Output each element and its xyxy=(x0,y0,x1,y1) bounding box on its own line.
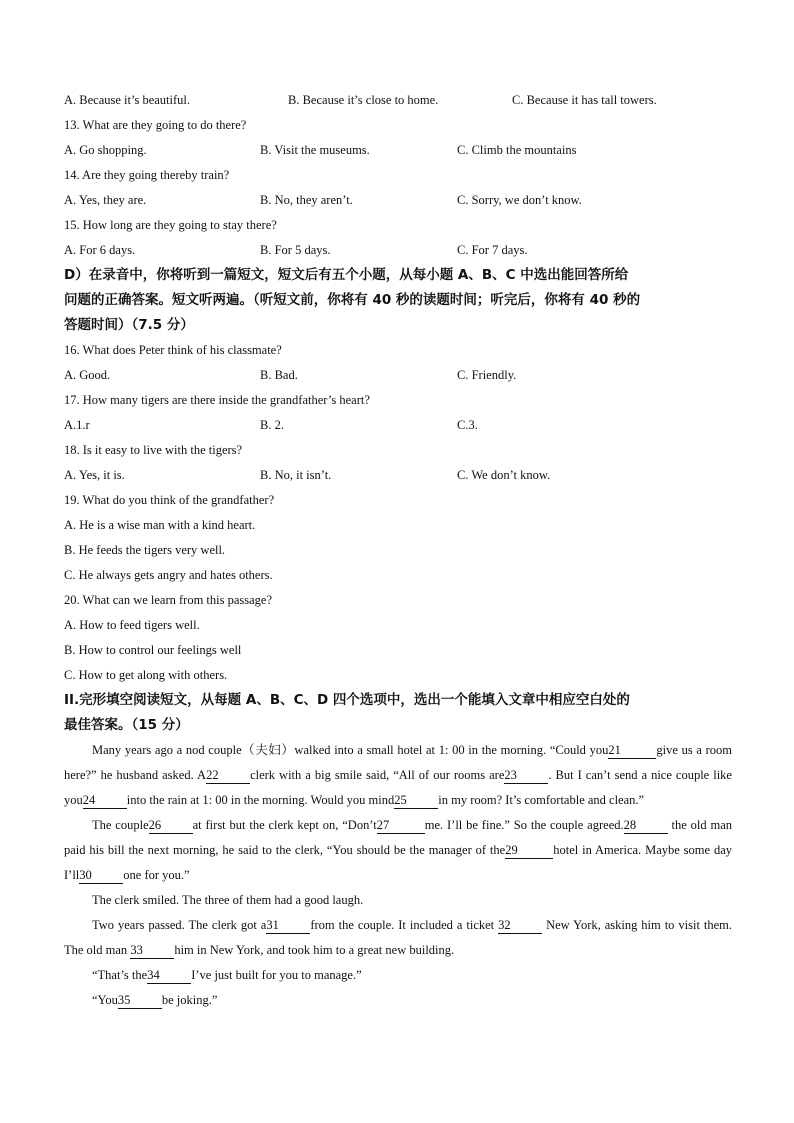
text: Two years passed. The clerk got a xyxy=(92,918,267,932)
q13-option-c: C. Climb the mountains xyxy=(457,143,577,157)
text: “That’s the xyxy=(92,968,148,982)
q14-option-a: A. Yes, they are. xyxy=(64,193,147,207)
exam-page xyxy=(64,88,732,1013)
cloze-paragraph-6 xyxy=(64,988,732,1013)
blank-24: 24 xyxy=(83,792,127,809)
q15-option-c: C. For 7 days. xyxy=(457,243,528,257)
blank-28: 28 xyxy=(624,817,668,834)
question-18: 18. Is it easy to live with the tigers? xyxy=(64,443,243,457)
text: at first but the clerk kept on, “Don’t xyxy=(192,818,377,832)
section-ii-heading-line-1: II.完形填空阅读短文，从每题 A、B、C、D 四个选项中，选出一个能填入文章中相应空白处的 xyxy=(64,692,630,708)
q12-option-b: B. Because it’s close to home. xyxy=(288,93,439,107)
q13-option-b: B. Visit the museums. xyxy=(260,143,370,157)
cloze-paragraph-3: The clerk smiled. The three of them had a good laugh. xyxy=(92,893,364,907)
q16-option-a: A. Good. xyxy=(64,368,111,382)
cloze-paragraph-1 xyxy=(64,738,732,813)
blank-23: 23 xyxy=(504,767,548,784)
section-d-heading-line-3: 答题时间）（7.5 分） xyxy=(64,317,194,333)
blank-31: 31 xyxy=(266,917,310,934)
q19-option-b: B. He feeds the tigers very well. xyxy=(64,543,226,557)
blank-25: 25 xyxy=(394,792,438,809)
text: Many years ago a nod couple（夫妇）walked into a small hotel at 1: 00 in the morning. “Could you xyxy=(92,743,609,757)
blank-32: 32 xyxy=(498,917,542,934)
q14-option-b: B. No, they aren’t. xyxy=(260,193,353,207)
q16-option-c: C. Friendly. xyxy=(457,368,517,382)
q16-option-b: B. Bad. xyxy=(260,368,298,382)
cloze-paragraph-5 xyxy=(64,963,732,988)
q13-options xyxy=(64,138,732,163)
blank-33: 33 xyxy=(130,942,174,959)
question-13: 13. What are they going to do there? xyxy=(64,118,247,132)
blank-35: 35 xyxy=(118,992,162,1009)
text: in my room? It’s comfortable and clean.” xyxy=(438,793,645,807)
q16-options xyxy=(64,363,732,388)
q14-option-c: C. Sorry, we don’t know. xyxy=(457,193,582,207)
text: clerk with a big smile said, “All of our rooms are xyxy=(250,768,505,782)
q19-option-c: C. He always gets angry and hates others. xyxy=(64,568,273,582)
question-20: 20. What can we learn from this passage? xyxy=(64,593,273,607)
q13-option-a: A. Go shopping. xyxy=(64,143,147,157)
question-19: 19. What do you think of the grandfather? xyxy=(64,493,275,507)
blank-29: 29 xyxy=(505,842,553,859)
q17-option-a: A.1.r xyxy=(64,418,90,432)
q19-option-a: A. He is a wise man with a kind heart. xyxy=(64,518,256,532)
text: . But I can’t send a nice couple like you xyxy=(64,768,732,807)
q20-option-a: A. How to feed tigers well. xyxy=(64,618,200,632)
blank-34: 34 xyxy=(147,967,191,984)
q18-option-b: B. No, it isn’t. xyxy=(260,468,332,482)
text: one for you.” xyxy=(123,868,190,882)
text: “You xyxy=(92,993,118,1007)
text: me. I’ll be fine.” So the couple agreed. xyxy=(424,818,624,832)
section-ii-heading-line-2: 最佳答案。（15 分） xyxy=(64,717,189,733)
blank-22: 22 xyxy=(206,767,250,784)
text: into the rain at 1: 00 in the morning. Would you mind xyxy=(126,793,395,807)
cloze-paragraph-2 xyxy=(64,813,732,888)
q12-option-a: A. Because it’s beautiful. xyxy=(64,93,191,107)
question-16: 16. What does Peter think of his classmate? xyxy=(64,343,282,357)
text: the old man paid his bill the next morning, he said to the clerk, “You should be the manager of the xyxy=(64,818,732,857)
text: him in New York, and took him to a great new building. xyxy=(174,943,455,957)
blank-30: 30 xyxy=(79,867,123,884)
text: hotel in America. Maybe some day I’ll xyxy=(64,843,733,882)
text: give us a room here?” he husband asked. A xyxy=(64,743,732,782)
blank-21: 21 xyxy=(608,742,656,759)
question-15: 15. How long are they going to stay there? xyxy=(64,218,277,232)
text: be joking.” xyxy=(161,993,218,1007)
q15-option-a: A. For 6 days. xyxy=(64,243,136,257)
text: New York, asking him to visit them. The old man xyxy=(64,918,732,957)
text: from the couple. It included a ticket xyxy=(310,918,499,932)
q20-option-c: C. How to get along with others. xyxy=(64,668,228,682)
q12-options xyxy=(64,88,732,113)
q17-options xyxy=(64,413,732,438)
q14-options xyxy=(64,188,732,213)
blank-26: 26 xyxy=(149,817,193,834)
q17-option-b: B. 2. xyxy=(260,418,284,432)
cloze-paragraph-4 xyxy=(64,913,732,963)
section-d-heading-line-1: D）在录音中，你将听到一篇短文，短文后有五个小题，从每小题 A、B、C 中选出能回答所给 xyxy=(64,267,629,283)
q15-options xyxy=(64,238,732,263)
q17-option-c: C.3. xyxy=(457,418,478,432)
q20-option-b: B. How to control our feelings well xyxy=(64,643,242,657)
blank-27: 27 xyxy=(377,817,425,834)
text: I’ve just built for you to manage.” xyxy=(191,968,362,982)
question-17: 17. How many tigers are there inside the grandfather’s heart? xyxy=(64,393,370,407)
q15-option-b: B. For 5 days. xyxy=(260,243,331,257)
text: The couple xyxy=(92,818,149,832)
question-14: 14. Are they going thereby train? xyxy=(64,168,230,182)
q18-option-a: A. Yes, it is. xyxy=(64,468,125,482)
q12-option-c: C. Because it has tall towers. xyxy=(512,93,657,107)
q18-options xyxy=(64,463,732,488)
section-d-heading-line-2: 问题的正确答案。短文听两遍。（听短文前，你将有 40 秒的读题时间；听完后，你将有 40 秒的 xyxy=(64,292,641,308)
q18-option-c: C. We don’t know. xyxy=(457,468,551,482)
